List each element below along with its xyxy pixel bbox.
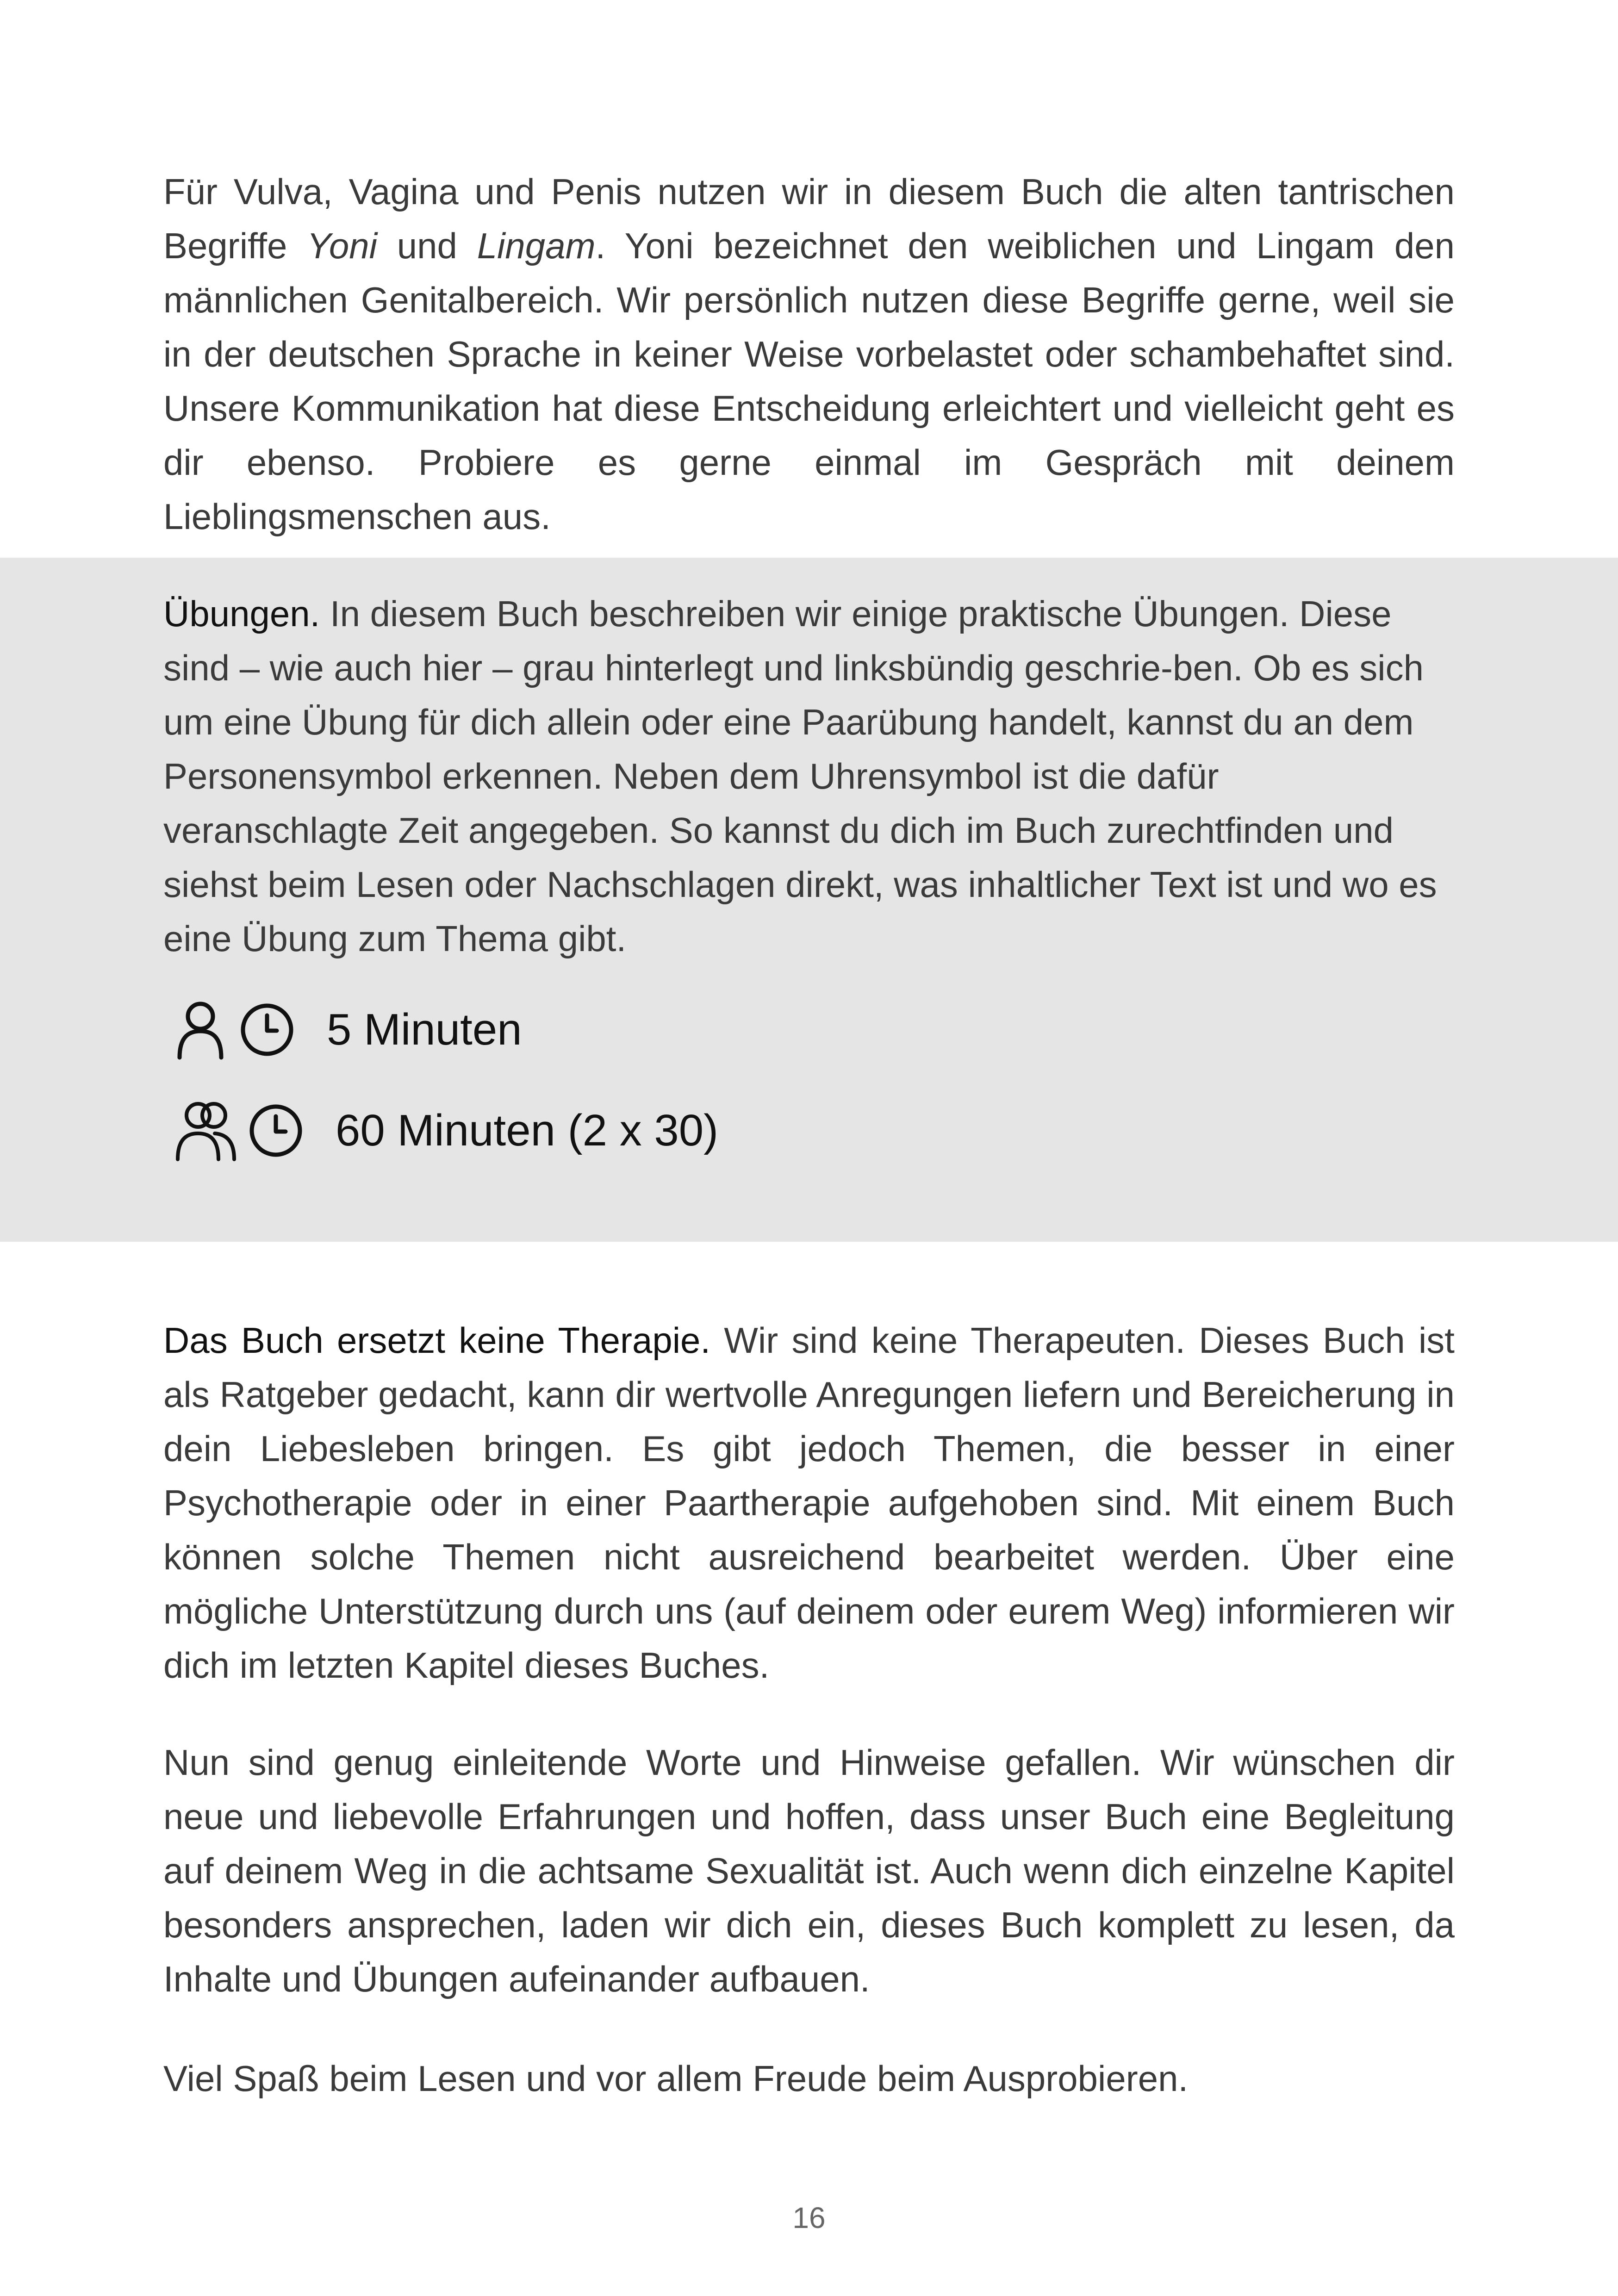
clock-icon	[249, 1103, 303, 1158]
clock-icon	[240, 1002, 294, 1057]
closing-paragraph: Nun sind genug einleitende Worte und Hinweise gefallen. Wir wünschen dir neue und liebevolle Erfahrungen und hoffen, dass unser Buch eine Begleitung auf deinem Weg in die achtsame Sexualität ist. Auch wenn dich einzelne Kapitel besonders ansprechen, laden wir dich ein, dieses Buch komplett zu lesen, da Inhalte und Übungen aufeinander aufbauen.	[163, 1742, 1455, 1999]
therapy-paragraph: Das Buch ersetzt keine Therapie. Wir sind keine Therapeuten. Dieses Buch ist als Ratgeber gedacht, kann dir wertvolle Anregungen liefern und Bereicherung in dein Liebesleben bringen. Es gibt jedoch Themen, die besser in einer Psychotherapie oder in einer Paartherapie aufgehoben sind. Mit einem Buch können solche Themen nicht ausreichend bearbeitet werden. Über eine mögliche Unterstützung durch uns (auf deinem oder eurem Weg) informieren wir dich im letzten Kapitel dieses Buches.	[163, 1320, 1455, 1686]
intro-paragraph: Für Vulva, Vagina und Penis nutzen wir in diesem Buch die alten tantrischen Begriffe Yoni und Lingam. Yoni bezeichnet den weiblichen und Lingam den männlichen Genitalbereich. Wir persönlich nutzen diese Begriffe gerne, weil sie in der deutschen Sprache in keiner Weise vorbelastet oder schambehaftet sind. Unsere Kommunikation hat diese Entscheidung erleichtert und vielleicht geht es dir ebenso. Probiere es gerne einmal im Gespräch mit deinem Lieblingsmenschen aus.	[163, 171, 1455, 537]
exercise-paragraph: Übungen. In diesem Buch beschreiben wir einige praktische Übungen. Diese sind – wie auch hier – grau hinterlegt und linksbündig geschrie-ben. Ob es sich um eine Übung für dich allein oder eine Paarübung handelt, kannst du an dem Personensymbol erkennen. Neben dem Uhrensymbol ist die dafür veranschlagte Zeit angegeben. So kannst du dich im Buch zurechtfinden und siehst beim Lesen oder Nachschlagen direkt, was inhaltlicher Text ist und wo es eine Übung zum Thema gibt.	[163, 593, 1437, 959]
legend-duration-label: 5 Minuten	[327, 1005, 522, 1054]
term-lingam: Lingam	[477, 225, 596, 266]
exercise-heading: Übungen.	[163, 593, 320, 634]
therapy-heading: Das Buch ersetzt keine Therapie.	[163, 1320, 711, 1361]
two-persons-icon	[175, 1099, 237, 1162]
legend-duration-label: 60 Minuten (2 x 30)	[336, 1105, 719, 1155]
final-sentence: Viel Spaß beim Lesen und vor allem Freude beim Ausprobieren.	[163, 2058, 1189, 2099]
single-person-icon	[175, 1000, 226, 1060]
page-number: 16	[792, 2201, 826, 2234]
legend-couple-exercise	[175, 1099, 718, 1162]
term-yoni: Yoni	[307, 225, 377, 266]
legend-single-exercise	[175, 1000, 522, 1060]
